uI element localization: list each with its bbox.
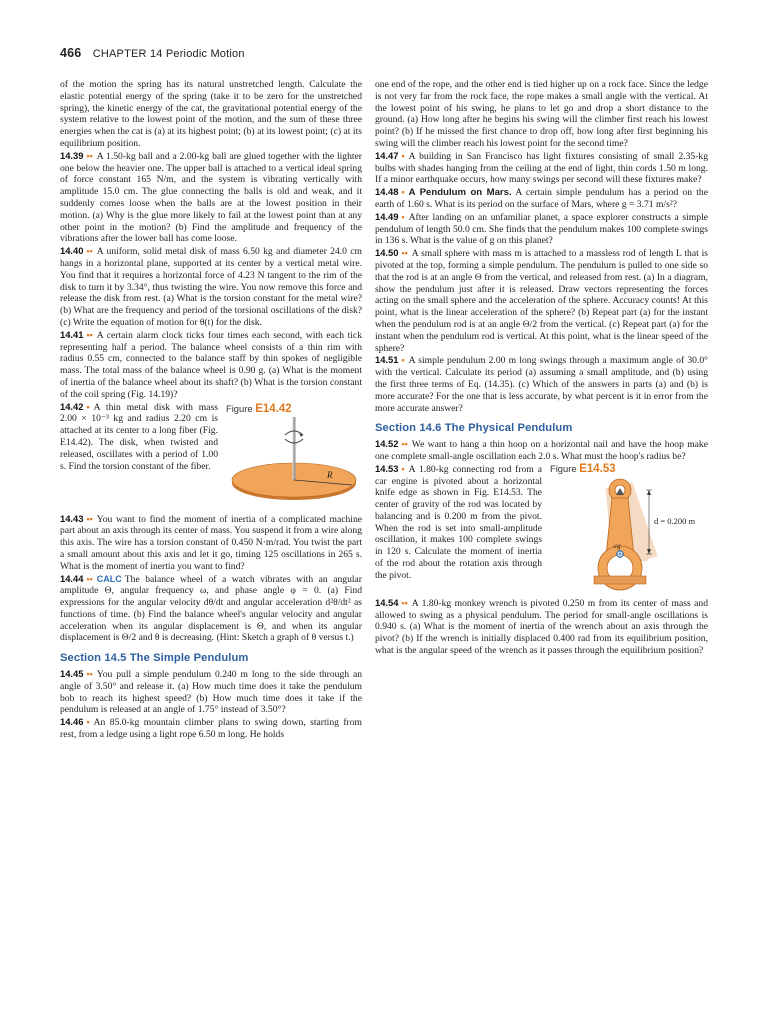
figure-e14-42 bbox=[224, 403, 362, 511]
problem-14-53: 14.53 • A 1.80-kg connecting rod from a car engine is pivoted about a horizontal knife edge as shown in Fig. E14.53. The center of gravity of the rod was located by balancing and is 0.200 m from the pivot. When the rod is set into small-amplitude oscillation, it makes 100 complete swings in 120 s. Calculate the moment of inertia of the rod about the rotation axis through the pivot. bbox=[375, 462, 542, 581]
left-column bbox=[60, 79, 362, 741]
difficulty-dots: •• bbox=[86, 329, 93, 340]
problem-14-42-block bbox=[60, 401, 362, 513]
problem-14-43: 14.43 •• You want to find the moment of inertia of a complicated machine part about an axis through its center of mass. You suspend it from a wire along this axis. The wire has a torsion constant of 0.450 N·m/rad. You twist the part a small amount about this axis and let it go, timing 125 oscillations in 265 s. What is the moment of inertia you want to find? bbox=[60, 512, 362, 572]
problem-14-51: 14.51 • A simple pendulum 2.00 m long swings through a maximum angle of 30.0° with the vertical. Calculate its period (a) assuming a small amplitude, and (b) using the first three terms of Eq. (14.35). (c) Which of the answers in parts (a) and (b) is more accurate? For the one that is less accurate, by what percent is it in error from the more accurate answer? bbox=[375, 354, 708, 414]
difficulty-dots: • bbox=[86, 717, 90, 728]
difficulty-dots: •• bbox=[86, 150, 93, 161]
problem-14-53-block bbox=[375, 463, 708, 597]
figure-e14-53 bbox=[548, 463, 708, 595]
difficulty-dots: •• bbox=[86, 669, 93, 680]
problem-14-50: 14.50 •• A small sphere with mass m is attached to a massless rod of length L that is pivoted at the top, forming a simple pendulum. The pendulum is pulled to one side so that the rod is at an angle Θ from the vertical, and released from rest. (a) In a diagram, show the pendulum just after it is released. Draw vectors representing the forces acting on the small sphere and the acceleration of the sphere. Accuracy counts! At this point, what is the linear acceleration of the sphere? (b) Repeat part (a) for the instant when the pendulum rod is at an angle Θ/2 from the vertical. (c) Repeat part (a) for the instant when the pendulum rod is vertical. At this point, what is the linear speed of the sphere? bbox=[375, 247, 708, 354]
radius-label: R bbox=[327, 470, 333, 481]
connecting-rod-diagram bbox=[548, 476, 708, 594]
figure-caption: Figure E14.53 bbox=[550, 462, 616, 475]
difficulty-dots: •• bbox=[401, 597, 408, 608]
difficulty-dots: • bbox=[401, 211, 405, 222]
distance-label: d = 0.200 m bbox=[654, 515, 696, 526]
difficulty-dots: •• bbox=[401, 439, 408, 450]
difficulty-dots: • bbox=[401, 355, 405, 366]
problem-14-46: 14.46 • An 85.0-kg mountain climber plans to swing down, starting from rest, from a ledge using a light rope 6.50 m long. He holds bbox=[60, 716, 362, 741]
section-heading-14-5: Section 14.5 The Simple Pendulum bbox=[60, 652, 249, 665]
difficulty-dots: • bbox=[401, 187, 405, 198]
page-number: 466 bbox=[60, 46, 82, 60]
problem-14-42: 14.42 • A thin metal disk with mass 2.00 × 10⁻³ kg and radius 2.20 cm is attached at its center to a long fiber (Fig. E14.42). The disk, when twisted and released, oscillates with a period of 1.00 s. Find the torsion constant of the fiber. bbox=[60, 400, 218, 472]
section-heading-14-6: Section 14.6 The Physical Pendulum bbox=[375, 422, 573, 435]
difficulty-dots: • bbox=[401, 463, 405, 474]
problem-14-54: 14.54 •• A 1.80-kg monkey wrench is pivoted 0.250 m from its center of mass and allowed to swing as a physical pendulum. The period for small-angle oscillations is 0.940 s. (a) What is the moment of inertia of the wrench about an axis through the pivot? (b) If the wrench is initially displaced 0.400 rad from its equilibrium position, what is the angular speed of the wrench as it passes through the equilibrium position? bbox=[375, 596, 708, 656]
problem-14-48: 14.48 • A Pendulum on Mars. A certain simple pendulum has a period on the earth of 1.60 s. What is its period on the surface of Mars, where g = 3.71 m/s²? bbox=[375, 186, 708, 210]
torsion-disk-diagram bbox=[224, 415, 362, 507]
problem-14-52: 14.52 •• We want to hang a thin hoop on a horizontal nail and have the hoop make one complete small-angle oscillation each 2.0 s. What must the hoop's radius be? bbox=[375, 438, 708, 462]
problem-14-47: 14.47 • A building in San Francisco has light fixtures consisting of small 2.35-kg bulbs with shades hanging from the ceiling at the end of light, thin cords 1.50 m long. If a minor earthquake occurs, how many swings per second will these fixtures make? bbox=[375, 149, 708, 186]
difficulty-dots: • bbox=[401, 150, 405, 161]
difficulty-dots: •• bbox=[86, 573, 93, 584]
cg-label: cg bbox=[614, 541, 621, 550]
calc-tag: CALC bbox=[96, 573, 122, 584]
problem-14-40: 14.40 •• A uniform, solid metal disk of mass 6.50 kg and diameter 24.0 cm hangs in a horizontal plane, supported at its center by a vertical metal wire. You find that it requires a horizontal force of 4.23 N tangent to the rim of the disk to turn it by 3.34°, thus twisting the wire. You now remove this force and release the disk from rest. (a) What is the torsion constant for the metal wire? (b) What are the frequency and period of the torsional oscillations of the disk? (c) Write the equation of motion for θ(t) for the disk. bbox=[60, 245, 362, 328]
chapter-title: CHAPTER 14 Periodic Motion bbox=[92, 48, 245, 60]
difficulty-dots: •• bbox=[86, 246, 93, 257]
problem-14-41: 14.41 •• A certain alarm clock ticks four times each second, with each tick representing half a period. The balance wheel consists of a thin rim with radius 0.55 cm, connected to the balance staff by thin spokes of negligible mass. The total mass of the balance wheel is 0.90 g. (a) What is the moment of inertia of the balance wheel about its shaft? (b) What is the torsion constant of the coil spring (Fig. 14.19)? bbox=[60, 328, 362, 400]
problem-14-45: 14.45 •• You pull a simple pendulum 0.240 m long to the side through an angle of 3.50° and release it. (a) How much time does it take the pendulum bob to reach its highest speed? (b) How much time does it take if the pendulum is released at an angle of 1.75° instead of 3.50°? bbox=[60, 668, 362, 716]
problem-14-49: 14.49 • After landing on an unfamiliar planet, a space explorer constructs a simple pendulum of length 50.0 cm. She finds that the pendulum makes 100 complete swings in 136 s. What is the value of g on this planet? bbox=[375, 210, 708, 247]
continued-text: of the motion the spring has its natural unstretched length. Calculate the elastic potential energy of the spring (take it to be zero for the unstretched spring), the kinetic energy of the cat, the gravitational potential energy of the system relative to the lowest point of the motion, and the sum of these three energies when the cat is (a) at its highest point; (b) at its lowest point; (c) at its equilibrium position. bbox=[60, 79, 362, 149]
difficulty-dots: •• bbox=[86, 513, 93, 524]
problem-14-44: 14.44 •• CALC The balance wheel of a watch vibrates with an angular amplitude Θ, angular frequency ω, and phase angle φ = 0. (a) Find expressions for the angular velocity dθ/dt and angular acceleration d²θ/dt² as functions of time. (b) Find the balance wheel's angular velocity and angular acceleration when its angular displacement is Θ, and when its angular displacement is Θ/2 and θ is decreasing. (Hint: Sketch a graph of θ versus t.) bbox=[60, 572, 362, 644]
right-column bbox=[375, 79, 708, 657]
problem-title: A Pendulum on Mars. bbox=[408, 187, 512, 199]
figure-caption: Figure E14.42 bbox=[226, 402, 292, 415]
page-header bbox=[60, 46, 245, 60]
problem-14-39: 14.39 •• A 1.50-kg ball and a 2.00-kg ball are glued together with the lighter one below the heavier one. The upper ball is attached to a vertical ideal spring of force constant 165 N/m, and the system is vibrating vertically with amplitude 15.0 cm. The glue connecting the balls is old and weak, and it suddenly comes loose when the balls are at the lowest position in their motion. (a) Why is the glue more likely to fail at the lowest point than at any other point in the motion? (b) Find the amplitude and frequency of the vibrations after the lower ball has come loose. bbox=[60, 149, 362, 245]
difficulty-dots: •• bbox=[401, 248, 408, 259]
continued-text: one end of the rope, and the other end is tied higher up on a rock face. Since the ledge is not very far from the rock face, the rope makes a small angle with the vertical. At the lowest point of his swing, he plans to let go and drop a short distance to the ground. (a) How long after he begins his swing will the climber first reach his lowest point? (b) If he missed the first chance to drop off, how long after first beginning his swing will the climber reach his lowest point for the second time? bbox=[375, 79, 708, 149]
difficulty-dots: • bbox=[86, 401, 90, 412]
